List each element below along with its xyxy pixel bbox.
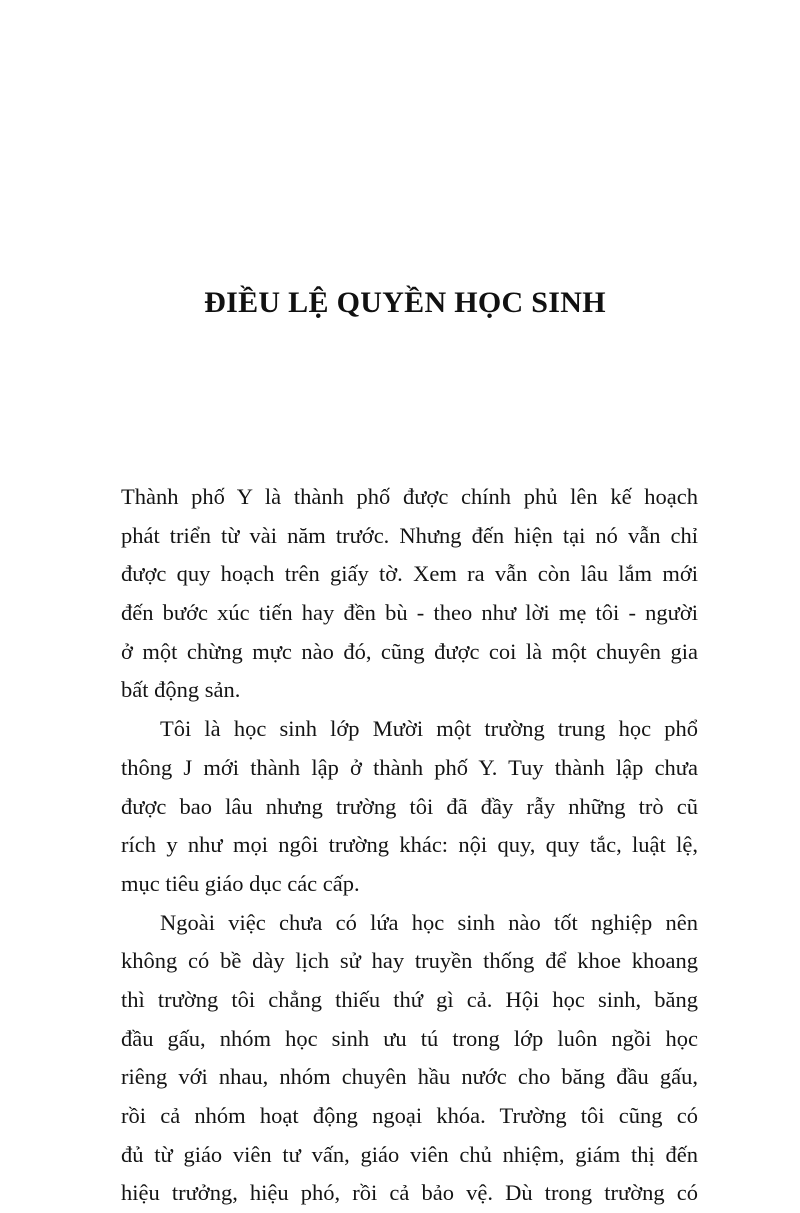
text-line: rích y như mọi ngôi trường khác: nội quy, quy tắc, luật lệ, <box>121 832 698 858</box>
text-line: được bao lâu nhưng trường tôi đã đầy rẫy những trò cũ <box>121 793 698 819</box>
text-line: hiệu trưởng, hiệu phó, rồi cả bảo vệ. Dù trong trường có <box>121 1180 698 1206</box>
text-line: ở một chừng mực nào đó, cũng được coi là một chuyên gia <box>121 638 698 664</box>
body-text <box>121 478 698 1213</box>
text-line: rồi cả nhóm hoạt động ngoại khóa. Trường tôi cũng có <box>121 1103 698 1128</box>
text-line: mục tiêu giáo dục các cấp. <box>121 870 360 896</box>
chapter-title: ĐIỀU LỆ QUYỀN HỌC SINH <box>204 286 606 319</box>
text-line: thông J mới thành lập ở thành phố Y. Tuy thành lập chưa <box>121 754 698 780</box>
text-line: đến bước xúc tiến hay đền bù - theo như lời mẹ tôi - người <box>121 600 698 626</box>
text-line: không có bề dày lịch sử hay truyền thống để khoe khoang <box>121 948 698 974</box>
text-line: Thành phố Y là thành phố được chính phủ lên kế hoạch <box>121 484 698 509</box>
text-line: đầu gấu, nhóm học sinh ưu tú trong lớp luôn ngồi học <box>121 1025 698 1051</box>
text-line: riêng với nhau, nhóm chuyên hầu nước cho băng đầu gấu, <box>121 1064 698 1090</box>
text-line: phát triển từ vài năm trước. Nhưng đến hiện tại nó vẫn chỉ <box>121 522 698 548</box>
text-line: được quy hoạch trên giấy tờ. Xem ra vẫn còn lâu lắm mới <box>121 561 698 587</box>
text-line: Ngoài việc chưa có lứa học sinh nào tốt nghiệp nên <box>160 909 698 935</box>
text-line: Tôi là học sinh lớp Mười một trường trung học phổ <box>160 716 698 742</box>
text-line: thì trường tôi chẳng thiếu thứ gì cả. Hội học sinh, băng <box>121 986 698 1012</box>
text-line: đủ từ giáo viên tư vấn, giáo viên chủ nhiệm, giám thị đến <box>121 1141 698 1167</box>
text-line: bất động sản. <box>121 677 241 703</box>
